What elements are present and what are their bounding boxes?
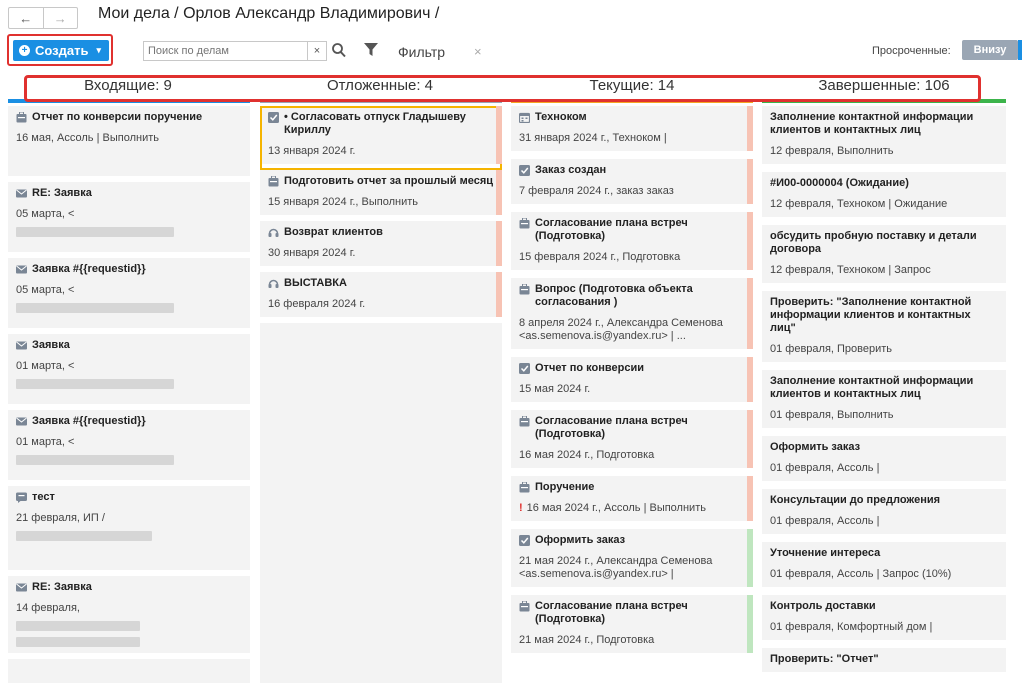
task-meta-text: 8 апреля 2024 г., Александра Семенова <as.semenova.is@yandex.ru> | ... bbox=[519, 317, 723, 342]
briefcase-icon bbox=[519, 482, 530, 493]
status-stripe bbox=[496, 221, 502, 266]
task-meta-text: 15 мая 2024 г. bbox=[519, 383, 591, 395]
task-title bbox=[268, 226, 494, 239]
task-meta-text: 01 февраля, Ассоль | Запрос (10%) bbox=[770, 568, 952, 580]
task-meta-text: 01 февраля, Выполнить bbox=[770, 409, 894, 421]
task-meta-text: 12 февраля, Выполнить bbox=[770, 145, 894, 157]
task-meta-text: 16 мая, Ассоль | Выполнить bbox=[16, 132, 159, 144]
task-title-text: Техноком bbox=[535, 111, 587, 123]
briefcase-icon bbox=[268, 176, 279, 187]
task-meta-text: 05 марта, < bbox=[16, 208, 75, 220]
task-meta bbox=[770, 343, 998, 356]
redacted-text bbox=[16, 455, 174, 465]
status-stripe bbox=[747, 529, 753, 587]
task-title-text: #И00-0000004 (Ожидание) bbox=[770, 177, 909, 189]
status-stripe bbox=[747, 357, 753, 402]
status-stripe bbox=[496, 170, 502, 215]
column-postponed bbox=[260, 106, 502, 683]
task-meta-text: 01 февраля, Комфортный дом | bbox=[770, 621, 933, 633]
task-title bbox=[268, 277, 494, 290]
task-meta bbox=[770, 462, 998, 475]
history-nav bbox=[8, 7, 78, 29]
status-stripe bbox=[747, 476, 753, 521]
task-card[interactable] bbox=[511, 595, 753, 661]
task-title-text: Проверить: "Отчет" bbox=[770, 653, 879, 665]
task-title-text: Заказ создан bbox=[535, 164, 607, 176]
task-title-text: Консультации до предложения bbox=[770, 494, 941, 506]
task-meta bbox=[16, 208, 242, 221]
task-meta bbox=[770, 621, 998, 634]
task-card[interactable] bbox=[8, 106, 250, 182]
task-card[interactable] bbox=[762, 172, 1006, 225]
task-title bbox=[770, 177, 998, 190]
task-meta-text: 21 мая 2024 г., Подготовка bbox=[519, 634, 655, 646]
check-icon bbox=[519, 535, 530, 546]
task-card[interactable] bbox=[762, 370, 1006, 436]
task-title-text: Проверить: "Заполнение контактной информации клиентов и контактных лиц" bbox=[770, 296, 972, 334]
breadcrumb: Мои дела / Орлов Александр Владимирович / bbox=[98, 5, 440, 22]
mail-icon bbox=[16, 340, 27, 351]
column-done bbox=[762, 106, 1006, 683]
task-card[interactable] bbox=[511, 476, 753, 529]
status-stripe bbox=[747, 278, 753, 349]
check-icon bbox=[268, 112, 279, 123]
task-card[interactable] bbox=[762, 436, 1006, 489]
task-title bbox=[770, 494, 998, 507]
task-title-text: Уточнение интереса bbox=[770, 547, 881, 559]
task-meta-text: 15 января 2024 г., Выполнить bbox=[268, 196, 419, 208]
status-stripe bbox=[747, 595, 753, 653]
redacted-text bbox=[16, 637, 140, 647]
overdue-label: Просроченные: bbox=[872, 45, 951, 57]
task-meta bbox=[519, 383, 745, 396]
check-icon bbox=[519, 165, 530, 176]
filter-icon[interactable] bbox=[364, 43, 378, 57]
task-meta bbox=[268, 247, 494, 260]
check-icon bbox=[519, 363, 530, 374]
headset-icon bbox=[268, 227, 279, 238]
task-title-text: Заполнение контактной информации клиентов и контактных лиц bbox=[770, 111, 974, 136]
task-title bbox=[770, 600, 998, 613]
task-meta bbox=[770, 145, 998, 158]
create-label: Создать bbox=[35, 43, 89, 58]
briefcase-icon bbox=[519, 218, 530, 229]
task-meta-text: 13 января 2024 г. bbox=[268, 145, 356, 157]
briefcase-icon bbox=[519, 601, 530, 612]
task-meta bbox=[268, 196, 494, 209]
task-meta bbox=[16, 436, 242, 449]
task-meta bbox=[770, 515, 998, 528]
task-meta-text: 01 февраля, Ассоль | bbox=[770, 515, 880, 527]
column-incoming bbox=[8, 106, 250, 683]
task-card[interactable] bbox=[762, 225, 1006, 291]
search-input[interactable] bbox=[144, 42, 307, 60]
task-meta-text: 12 февраля, Техноком | Запрос bbox=[770, 264, 931, 276]
task-card[interactable] bbox=[511, 357, 753, 410]
redacted-text bbox=[16, 303, 174, 313]
task-title bbox=[16, 415, 242, 428]
column-header-postponed: Отложенные: 4 bbox=[326, 77, 434, 94]
task-card[interactable] bbox=[511, 212, 753, 278]
redacted-text bbox=[16, 379, 174, 389]
task-title bbox=[770, 230, 998, 256]
column-current bbox=[511, 106, 753, 683]
task-title-text: Согласование плана встреч (Подготовка) bbox=[535, 217, 688, 242]
task-card[interactable] bbox=[8, 486, 250, 576]
task-title-text: обсудить пробную поставку и детали договора bbox=[770, 230, 977, 255]
task-meta bbox=[770, 264, 998, 277]
task-title bbox=[519, 362, 745, 375]
task-title bbox=[16, 491, 242, 504]
task-title-text: Заявка #{{requestid}} bbox=[32, 263, 146, 275]
task-meta-text: 16 февраля 2024 г. bbox=[268, 298, 366, 310]
task-meta-text: 30 января 2024 г. bbox=[268, 247, 356, 259]
column-header-incoming: Входящие: 9 bbox=[84, 77, 172, 94]
task-meta bbox=[268, 298, 494, 311]
task-title-text: Отчет по конверсии поручение bbox=[32, 111, 203, 123]
task-card[interactable] bbox=[8, 334, 250, 410]
task-title-text: • Согласовать отпуск Гладышеву Кириллу bbox=[284, 111, 466, 136]
briefcase-icon bbox=[519, 284, 530, 295]
task-card[interactable] bbox=[8, 182, 250, 258]
status-stripe bbox=[747, 159, 753, 204]
task-title bbox=[519, 600, 745, 626]
task-meta bbox=[16, 512, 242, 525]
column-header-done: Завершенные: 106 bbox=[818, 77, 950, 94]
plus-icon: + bbox=[19, 45, 30, 56]
task-title-text: Оформить заказ bbox=[770, 441, 861, 453]
task-meta-text: 16 мая 2024 г., Подготовка bbox=[519, 449, 655, 461]
task-meta bbox=[519, 449, 745, 462]
task-meta-text: 31 января 2024 г., Техноком | bbox=[519, 132, 667, 144]
task-card[interactable] bbox=[8, 410, 250, 486]
task-card[interactable] bbox=[762, 542, 1006, 595]
redacted-text bbox=[16, 621, 140, 631]
task-meta bbox=[519, 502, 745, 515]
task-card[interactable] bbox=[762, 595, 1006, 648]
task-title-text: Заполнение контактной информации клиентов и контактных лиц bbox=[770, 375, 974, 400]
task-card[interactable] bbox=[511, 529, 753, 595]
task-meta bbox=[519, 317, 745, 343]
task-title-text: Подготовить отчет за прошлый месяц bbox=[284, 175, 494, 187]
task-meta-text: 01 февраля, Ассоль | bbox=[770, 462, 880, 474]
task-title-text: Заявка bbox=[32, 339, 70, 351]
task-meta-text: 05 марта, < bbox=[16, 284, 75, 296]
task-title-text: Контроль доставки bbox=[770, 600, 876, 612]
task-meta-text: 01 марта, < bbox=[16, 360, 75, 372]
task-meta-text: 21 мая 2024 г., Александра Семенова <as.semenova.is@yandex.ru> | bbox=[519, 555, 713, 580]
task-meta-text: 12 февраля, Техноком | Ожидание bbox=[770, 198, 948, 210]
task-title bbox=[519, 217, 745, 243]
task-meta bbox=[519, 555, 745, 581]
task-meta-text: 01 февраля, Проверить bbox=[770, 343, 893, 355]
back-button[interactable]: ← bbox=[19, 10, 33, 26]
task-meta bbox=[519, 132, 745, 145]
task-title bbox=[16, 339, 242, 352]
task-meta-text: 16 мая 2024 г., Ассоль | Выполнить bbox=[526, 502, 706, 514]
task-card[interactable] bbox=[511, 159, 753, 212]
task-meta bbox=[16, 360, 242, 373]
task-title bbox=[16, 111, 242, 124]
redacted-text bbox=[16, 227, 174, 237]
filter-clear-button[interactable]: × bbox=[474, 44, 482, 59]
task-card[interactable] bbox=[260, 170, 502, 221]
task-meta bbox=[519, 634, 745, 647]
task-meta-text: 15 февраля 2024 г., Подготовка bbox=[519, 251, 681, 263]
task-card[interactable] bbox=[762, 291, 1006, 370]
task-card[interactable] bbox=[260, 221, 502, 272]
task-title-text: тест bbox=[32, 491, 55, 503]
task-meta bbox=[770, 198, 998, 211]
task-title bbox=[268, 175, 494, 188]
calendar-icon bbox=[519, 112, 530, 123]
task-title-text: Оформить заказ bbox=[535, 534, 626, 546]
task-title-text: Вопрос (Подготовка объекта согласования ) bbox=[535, 283, 693, 308]
task-card[interactable] bbox=[511, 410, 753, 476]
task-title bbox=[519, 415, 745, 441]
task-title-text: Согласование плана встреч (Подготовка) bbox=[535, 415, 688, 440]
chat-icon bbox=[16, 492, 27, 503]
mail-icon bbox=[16, 264, 27, 275]
task-card[interactable] bbox=[511, 106, 753, 159]
headset-icon bbox=[268, 278, 279, 289]
task-card[interactable] bbox=[8, 576, 250, 659]
task-title bbox=[268, 111, 494, 137]
task-title bbox=[519, 164, 745, 177]
task-card[interactable] bbox=[260, 106, 502, 170]
task-card[interactable] bbox=[260, 272, 502, 323]
task-meta-text: 7 февраля 2024 г., заказ заказ bbox=[519, 185, 674, 197]
task-meta bbox=[16, 284, 242, 297]
task-meta bbox=[16, 602, 242, 615]
mail-icon bbox=[16, 582, 27, 593]
task-card[interactable] bbox=[8, 258, 250, 334]
filter-button[interactable]: Фильтр bbox=[398, 44, 446, 60]
task-meta bbox=[519, 251, 745, 264]
task-title bbox=[770, 375, 998, 401]
task-meta-text: 14 февраля, bbox=[16, 602, 80, 614]
forward-button[interactable]: → bbox=[43, 8, 78, 28]
briefcase-icon bbox=[16, 112, 27, 123]
warning-icon: ! bbox=[519, 502, 523, 514]
task-title bbox=[770, 653, 998, 666]
task-title-text: Заявка #{{requestid}} bbox=[32, 415, 146, 427]
search-icon[interactable] bbox=[331, 41, 347, 59]
task-title bbox=[770, 441, 998, 454]
redacted-text bbox=[16, 531, 152, 541]
status-stripe bbox=[496, 106, 502, 164]
task-title bbox=[16, 581, 242, 594]
task-title-text: RE: Заявка bbox=[32, 187, 92, 199]
task-title bbox=[519, 283, 745, 309]
clear-search-button[interactable]: × bbox=[307, 42, 326, 60]
task-meta-text: 21 февраля, ИП / bbox=[16, 512, 105, 524]
column-header-current: Текущие: 14 bbox=[589, 77, 675, 94]
status-stripe bbox=[747, 106, 753, 151]
task-title bbox=[770, 547, 998, 560]
task-meta bbox=[770, 409, 998, 422]
task-title-text: Возврат клиентов bbox=[284, 226, 383, 238]
task-card[interactable] bbox=[762, 489, 1006, 542]
task-title-text: RE: Заявка bbox=[32, 581, 92, 593]
task-title bbox=[770, 296, 998, 335]
task-title-text: Согласование плана встреч (Подготовка) bbox=[535, 600, 688, 625]
task-title bbox=[519, 481, 745, 494]
status-stripe bbox=[496, 272, 502, 317]
task-title bbox=[519, 111, 745, 124]
chevron-down-icon: ▾ bbox=[96, 45, 101, 55]
task-card[interactable] bbox=[511, 278, 753, 357]
task-meta bbox=[16, 132, 242, 145]
task-meta bbox=[268, 145, 494, 158]
task-card[interactable] bbox=[762, 648, 1006, 680]
task-meta bbox=[770, 568, 998, 581]
task-meta bbox=[519, 185, 745, 198]
column-headers-highlight bbox=[24, 75, 981, 102]
task-card[interactable] bbox=[762, 106, 1006, 172]
task-title-text: Отчет по конверсии bbox=[535, 362, 644, 374]
briefcase-icon bbox=[519, 416, 530, 427]
task-title-text: ВЫСТАВКА bbox=[284, 277, 347, 289]
mail-icon bbox=[16, 188, 27, 199]
task-title bbox=[16, 187, 242, 200]
task-title-text: Поручение bbox=[535, 481, 595, 493]
task-title bbox=[519, 534, 745, 547]
status-stripe bbox=[747, 410, 753, 468]
create-button[interactable] bbox=[13, 40, 109, 61]
overdue-position-toggle[interactable]: Внизу bbox=[962, 40, 1018, 60]
search-box bbox=[143, 41, 327, 61]
task-title bbox=[16, 263, 242, 276]
mail-icon bbox=[16, 416, 27, 427]
task-title bbox=[770, 111, 998, 137]
task-meta-text: 01 марта, < bbox=[16, 436, 75, 448]
status-stripe bbox=[747, 212, 753, 270]
